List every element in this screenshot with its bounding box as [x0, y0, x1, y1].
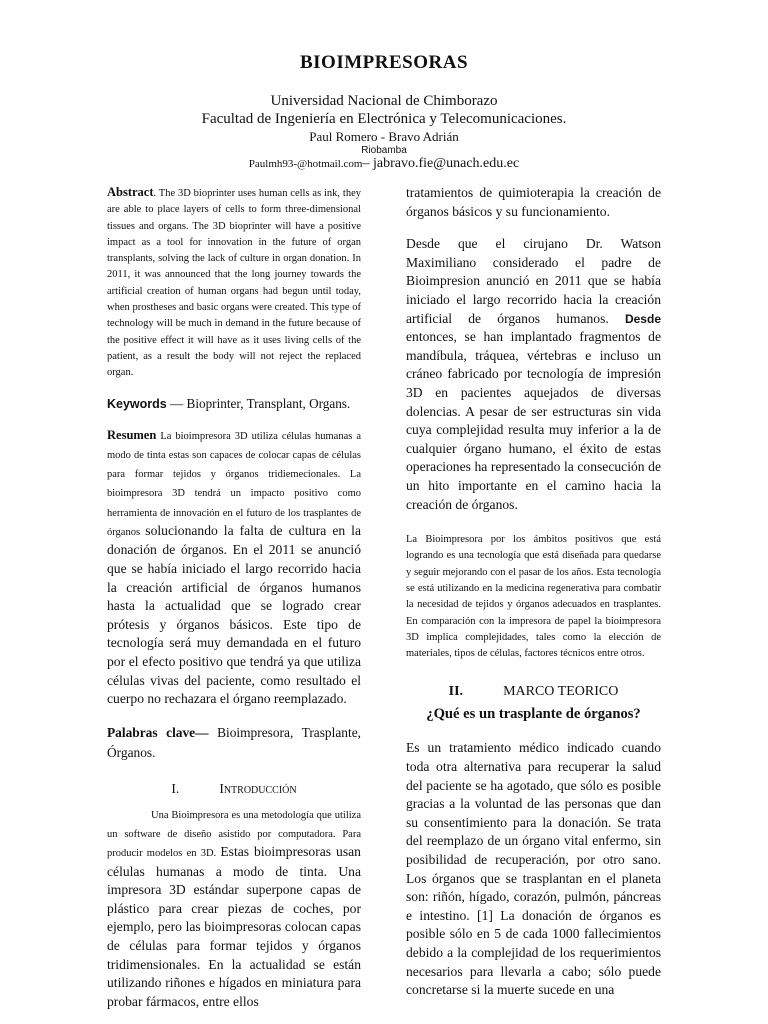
section-2-number: II. [448, 684, 464, 700]
paper-title: BIOIMPRESORAS [299, 52, 469, 73]
email-2: jabravo.fie@unach.edu.ec [372, 156, 520, 171]
left-column [107, 184, 361, 1011]
para2-bold-word: Desde [624, 311, 661, 326]
right-column [406, 184, 661, 1000]
para2-part-b: entonces, se han implantado fragmentos de mandíbula, tráquea, vértebras e incluso un cráneo fabricado por tecnología de impresión 3D en pacientes aquejados de diversas dolencias. A pesar de ser estructuras sin vida cuya complejidad resulta muy inferior a la de cualquier órgano humano, el éxito de estas operaciones ha representado la consecución de un hito importante en el camino hacia la creación de órganos. [406, 329, 661, 512]
keywords [107, 396, 361, 412]
para2-part-a: Desde que el cirujano Dr. Watson Maximiliano considerado el padre de Bioimpresion anunció en 2011 que se había iniciado el largo recorrido hacia la creación artificial de órganos humanos. [406, 236, 661, 326]
section-1-title: Introducción [219, 780, 297, 796]
resumen [107, 426, 361, 709]
resumen-text-small: La bioimpresora 3D utiliza células humanas a modo de tinta estas son capaces de colocar capas de células para formar tejidos y órganos tridiemecionales. La bioimpresora 3D tendrá un impacto positivo como herramienta de innovación en el futuro de los trasplantes de órganos [107, 430, 361, 539]
intro-text-small: Una Bioimpresora es una metodología que utiliza un software de diseño asistido por computadora. Para producir modelos en 3D. [107, 809, 361, 860]
abstract [107, 184, 361, 382]
section-2-paragraph: Es un tratamiento médico indicado cuando toda otra alternativa para recuperar la salud del paciente se ha agotado, que sólo es posible gracias a la voluntad de las personas que dan su consentimiento para la donación. Se trata del reemplazo de un órgano vital enfermo, sin posibilidad de recuperación, por otro sano. Los órganos que se trasplantan en el planeta son: riñón, hígado, corazón, pulmón, páncreas e intestino. [1] La donación de órganos es posible sólo en 5 de cada 1000 fallecimientos debido a la complejidad de los requerimientos necesarios para llevarla a cabo; sólo puede concretarse si la muerte sucede en una [406, 740, 661, 998]
abstract-label: Abstract [107, 185, 154, 199]
keywords-label: Keywords [107, 396, 167, 411]
section-2-heading [406, 684, 661, 700]
email-1: Paulmh93-@hotmail.com [248, 158, 363, 170]
right-paragraph-3: La Bioimpresora por los ámbitos positivos que está logrando es una tecnología que está diseñada para quedarse y seguir mejorando con el pasar de los años. Esta tecnología se está utilizando en la medicina regenerativa para combatir la necesidad de tejidos y órganos adecuados en trasplantes. En comparación con la impresora de papel la bioimpresora 3D implica complejidades, tales como la elección de materiales, tipos de células, factores técnicos entre otros. [406, 534, 661, 660]
introduction-paragraph [107, 805, 361, 1012]
intro-text-large: Estas bioimpresoras usan células humanas a modo de tinta. Una impresora 3D estándar superpone capas de plástico para crear piezas de coches, por ejemplo, pero las bioimpresoras colocan capas de células para formar tejidos y órganos tridimensionales. En la actualidad se están utilizando riñones e hígados en miniatura para probar fármacos, entre ellos [107, 844, 361, 1009]
city: Riobamba [361, 145, 407, 156]
section-2-title: MARCO TEORICO [503, 684, 619, 700]
right-paragraph-2 [406, 235, 661, 514]
email-separator: – [362, 156, 373, 171]
palabras-label: Palabras clave— [107, 724, 209, 740]
resumen-text-large: solucionando la falta de cultura en la donación de órganos. En el 2011 se anunció que se había iniciado el largo recorrido hacia la creación artificial de órganos humanos hasta la actualidad que se logrado crear prótesis y órganos básicos. Este tipo de tecnología será muy demandada en el futuro por el efecto positivo que tendrá ya que utiliza células vivas del paciente, como resultado el cuerpo no rechazara el órgano reemplazado. [107, 523, 361, 707]
section-1-heading [107, 781, 361, 797]
right-paragraph-1: tratamientos de quimioterapia la creación de órganos básicos y su funcionamiento. [406, 185, 661, 219]
section-2-subtitle: ¿Qué es un trasplante de órganos? [426, 706, 641, 723]
university-name: Universidad Nacional de Chimborazo [270, 93, 498, 109]
palabras-clave [107, 723, 361, 763]
keywords-text: — Bioprinter, Transplant, Organs. [166, 395, 351, 411]
palabras-text: Bioimpresora, Trasplante, Órganos. [107, 724, 361, 760]
resumen-label: Resumen [107, 427, 157, 442]
faculty-name: Facultad de Ingeniería en Electrónica y Telecomunicaciones. [201, 111, 567, 127]
section-1-number: I. [171, 780, 180, 796]
author-emails [0, 156, 768, 172]
authors: Paul Romero - Bravo Adrián [309, 129, 459, 144]
abstract-text: . The 3D bioprinter uses human cells as ink, they are able to place layers of cells to form three-dimensional tissues and organs. The 3D bioprinter will have a positive impact as a tool for innovation in the future of organ transplants, solving the lack of culture in organ donation. In 2011, it was announced that the long journey towards the artificial creation of human organs had begun until today, when prostheses and basic organs were created. This type of technology will be much in demand in the future because of the positive effect it will have as it uses living cells of the patient, as a result the body will not reject the replaced organ. [107, 188, 361, 379]
